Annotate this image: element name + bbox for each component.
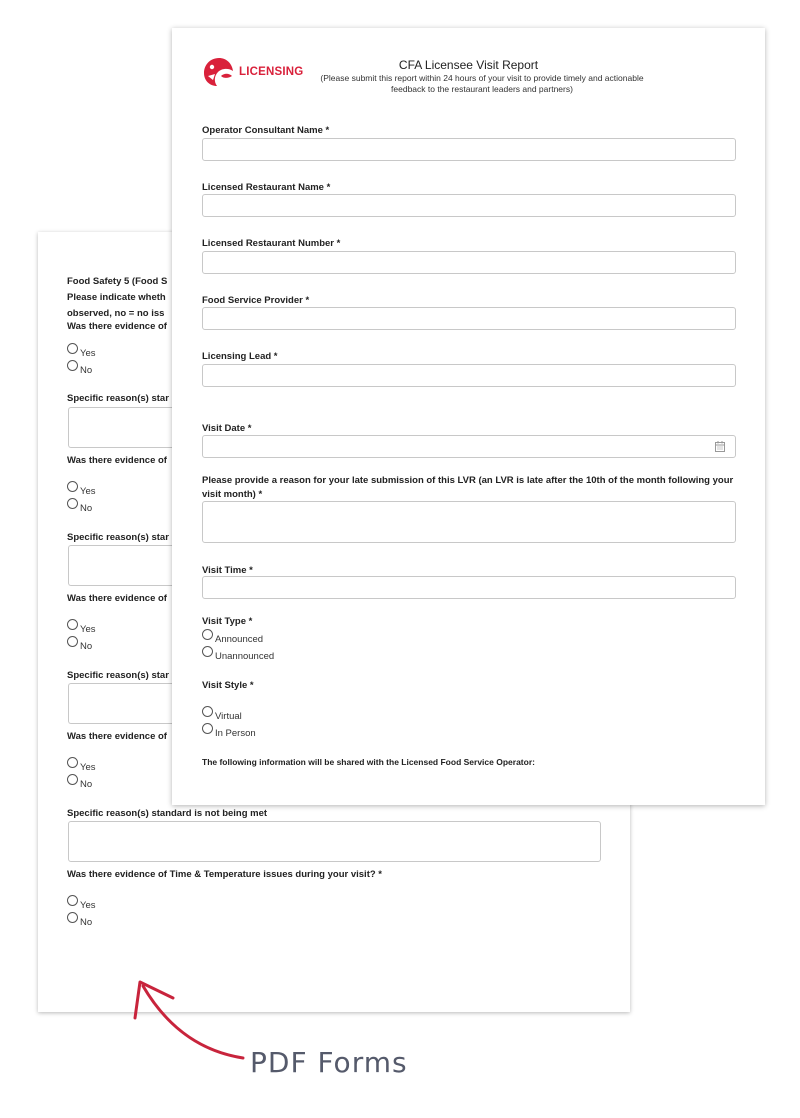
section-title-line-3: observed, no = no iss	[67, 308, 165, 319]
question-1-label: Was there evidence of	[67, 321, 167, 332]
time-temp-no-radio[interactable]: No	[67, 915, 92, 926]
visit-type-unannounced-radio[interactable]: Unannounced	[202, 649, 274, 660]
operator-consultant-input[interactable]	[202, 138, 736, 161]
radio-circle-icon	[67, 481, 78, 492]
caption-text: PDF Forms	[250, 1046, 408, 1079]
q1-no-radio[interactable]: No	[67, 363, 92, 374]
reason-4-textarea[interactable]	[68, 821, 601, 862]
time-temp-yes-radio[interactable]: Yes	[67, 898, 96, 909]
radio-circle-icon	[67, 360, 78, 371]
shared-info-note: The following information will be shared with the Licensed Food Service Operator:	[202, 757, 535, 767]
visit-style-virtual-radio[interactable]: Virtual	[202, 709, 242, 720]
curved-arrow-icon	[125, 970, 255, 1070]
visit-type-announced-radio[interactable]: Announced	[202, 632, 263, 643]
radio-circle-icon	[67, 619, 78, 630]
logo-text: LICENSING	[239, 66, 304, 78]
reason-1-label: Specific reason(s) star	[67, 393, 169, 404]
form-subtitle: (Please submit this report within 24 hours of your visit to provide timely and actionable feedback to the restaurant leaders and partners)	[320, 73, 644, 94]
radio-circle-icon	[67, 636, 78, 647]
visit-date-label: Visit Date *	[202, 423, 252, 434]
restaurant-number-input[interactable]	[202, 251, 736, 274]
q4-no-radio[interactable]: No	[67, 777, 92, 788]
radio-circle-icon	[67, 343, 78, 354]
q1-yes-radio[interactable]: Yes	[67, 346, 96, 357]
question-2-label: Was there evidence of	[67, 455, 167, 466]
radio-circle-icon	[67, 774, 78, 785]
reason-1-textarea[interactable]	[68, 407, 188, 448]
q2-no-radio[interactable]: No	[67, 501, 92, 512]
reason-2-label: Specific reason(s) star	[67, 532, 169, 543]
time-temp-question-label: Was there evidence of Time & Temperature issues during your visit? *	[67, 869, 382, 880]
section-title-line-2: Please indicate wheth	[67, 292, 166, 303]
licensing-lead-label: Licensing Lead *	[202, 351, 278, 362]
radio-circle-icon	[67, 757, 78, 768]
food-service-provider-label: Food Service Provider *	[202, 295, 310, 306]
late-reason-label: Please provide a reason for your late submission of this LVR (an LVR is late after the 10th of the month following your visit month) *	[202, 475, 734, 500]
radio-circle-icon	[202, 629, 213, 640]
q2-yes-radio[interactable]: Yes	[67, 484, 96, 495]
reason-2-textarea[interactable]	[68, 545, 188, 586]
late-reason-textarea[interactable]	[202, 501, 736, 543]
restaurant-number-label: Licensed Restaurant Number *	[202, 238, 341, 249]
reason-3-label: Specific reason(s) star	[67, 670, 169, 681]
reason-4-label: Specific reason(s) standard is not being met	[67, 808, 268, 819]
radio-circle-icon	[202, 706, 213, 717]
radio-circle-icon	[67, 912, 78, 923]
visit-time-label: Visit Time *	[202, 565, 253, 576]
calendar-icon[interactable]	[715, 441, 725, 452]
food-service-provider-input[interactable]	[202, 307, 736, 330]
operator-consultant-label: Operator Consultant Name *	[202, 125, 330, 136]
visit-style-label: Visit Style *	[202, 680, 254, 691]
question-4-label: Was there evidence of	[67, 731, 167, 742]
q4-yes-radio[interactable]: Yes	[67, 760, 96, 771]
form-title: CFA Licensee Visit Report	[398, 58, 539, 72]
radio-circle-icon	[202, 723, 213, 734]
restaurant-name-label: Licensed Restaurant Name *	[202, 182, 331, 193]
radio-circle-icon	[67, 895, 78, 906]
q3-yes-radio[interactable]: Yes	[67, 622, 96, 633]
visit-time-input[interactable]	[202, 576, 736, 599]
radio-circle-icon	[202, 646, 213, 657]
visit-date-input[interactable]	[202, 435, 736, 458]
reason-3-textarea[interactable]	[68, 683, 188, 724]
visit-type-label: Visit Type *	[202, 616, 253, 627]
front-form-page	[172, 28, 765, 805]
q3-no-radio[interactable]: No	[67, 639, 92, 650]
visit-style-in-person-radio[interactable]: In Person	[202, 726, 256, 737]
licensing-lead-input[interactable]	[202, 364, 736, 387]
section-title-line-1: Food Safety 5 (Food S	[67, 276, 168, 287]
question-3-label: Was there evidence of	[67, 593, 167, 604]
radio-circle-icon	[67, 498, 78, 509]
restaurant-name-input[interactable]	[202, 194, 736, 217]
